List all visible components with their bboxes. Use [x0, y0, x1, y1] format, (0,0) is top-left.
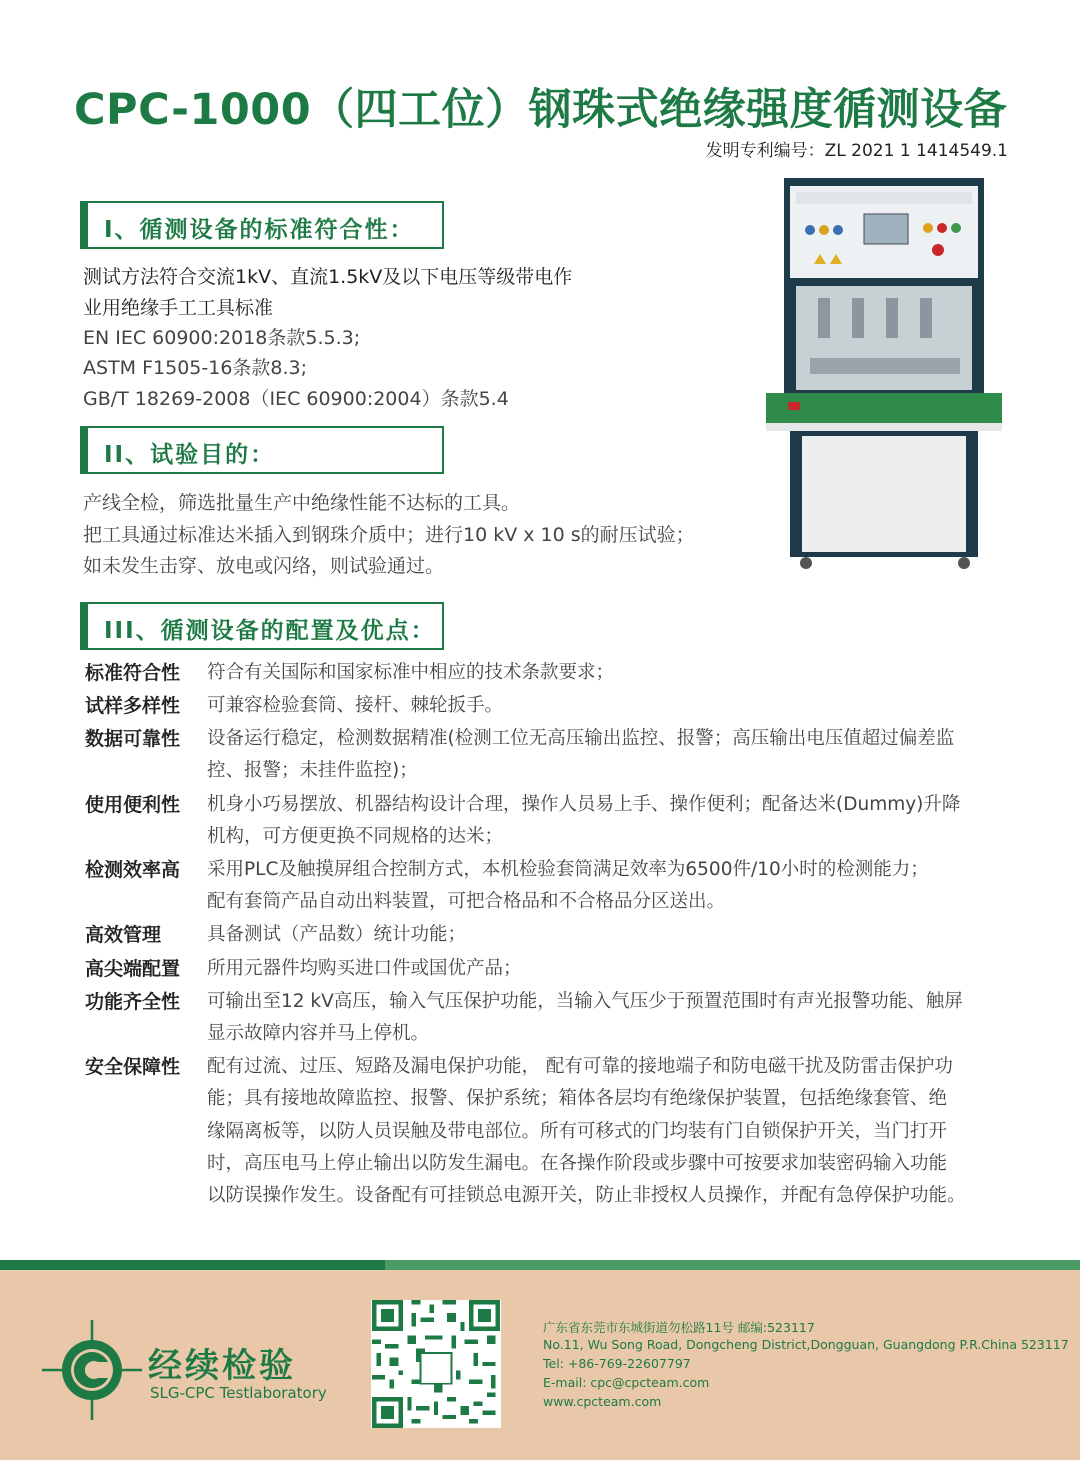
- feature-label: 高尖端配置: [85, 958, 181, 980]
- section-2-heading: [80, 426, 444, 474]
- feature-text: 机构，可方便更换不同规格的达米；: [207, 826, 504, 847]
- section-3-heading: [80, 602, 444, 650]
- qr-code: [371, 1300, 501, 1428]
- logo-chinese-name: 经续检验: [148, 1346, 296, 1386]
- patent-number: 发明专利编号：ZL 2021 1 1414549.1: [705, 141, 1008, 161]
- feature-text: 采用PLC及触摸屏组合控制方式，本机检验套筒满足效率为6500件/10小时的检测能力；: [207, 859, 929, 880]
- crosshair-logo-icon: [40, 1318, 144, 1422]
- feature-label: 使用便利性: [85, 794, 181, 816]
- feature-text: 可兼容检验套筒、接杆、棘轮扳手。: [207, 695, 504, 716]
- feature-label: 安全保障性: [85, 1056, 181, 1078]
- feature-text: 配有过流、过压、短路及漏电保护功能， 配有可靠的接地端子和防电磁干扰及防雷击保护功: [207, 1056, 953, 1077]
- machine-illustration: [766, 178, 1002, 570]
- feature-text: 具备测试（产品数）统计功能；: [207, 924, 467, 945]
- footer-band-light: [385, 1260, 1080, 1270]
- feature-text: 以防误操作发生。设备配有可挂锁总电源开关，防止非授权人员操作，并配有急停保护功能。: [207, 1185, 966, 1206]
- footer-band-dark: [0, 1260, 385, 1270]
- section-3-heading-text: III、循测设备的配置及优点：: [104, 618, 436, 644]
- contact-address-en: No.11, Wu Song Road, Dongcheng District,Dongguan, Guangdong P.R.China 523117: [543, 1337, 1069, 1352]
- contact-website: www.cpcteam.com: [543, 1394, 662, 1409]
- feature-label: 数据可靠性: [85, 728, 181, 750]
- feature-text: 符合有关国际和国家标准中相应的技术条款要求；: [207, 662, 615, 683]
- section-2-line: 如未发生击穿、放电或闪络，则试验通过。: [83, 555, 445, 577]
- contact-email: E-mail: cpc@cpcteam.com: [543, 1375, 710, 1390]
- page-title: CPC-1000（四工位）钢珠式绝缘强度循测设备: [74, 85, 1008, 135]
- contact-address-cn: 广东省东莞市东城街道勿松路11号 邮编:523117: [543, 1320, 815, 1335]
- section-2-heading-text: II、试验目的：: [104, 442, 276, 468]
- section-1-line: ASTM F1505-16条款8.3;: [83, 357, 308, 379]
- feature-text: 设备运行稳定，检测数据精准(检测工位无高压输出监控、报警；高压输出电压值超过偏差监: [207, 728, 955, 749]
- feature-text: 配有套筒产品自动出料装置，可把合格品和不合格品分区送出。: [207, 891, 726, 912]
- section-2-line: 产线全检，筛选批量生产中绝缘性能不达标的工具。: [83, 492, 521, 514]
- feature-text: 能；具有接地故障监控、报警、保护系统；箱体各层均有绝缘保护装置，包括绝缘套管、绝: [207, 1088, 948, 1109]
- section-1-heading: [80, 201, 444, 249]
- feature-label: 检测效率高: [85, 859, 181, 881]
- feature-text: 缘隔离板等，以防人员误触及带电部位。所有可移式的门均装有门自锁保护开关，当门打开: [207, 1121, 948, 1142]
- section-1-line: 业用绝缘手工工具标准: [83, 297, 274, 319]
- section-1-heading-text: I、循测设备的标准符合性：: [104, 217, 415, 243]
- feature-text: 机身小巧易摆放、机器结构设计合理，操作人员易上手、操作便利；配备达米(Dummy)升降: [207, 794, 961, 815]
- feature-text: 控、报警；未挂件监控)；: [207, 760, 418, 781]
- section-1-line: EN IEC 60900:2018条款5.5.3;: [83, 327, 361, 349]
- feature-text: 时，高压电马上停止输出以防发生漏电。在各操作阶段或步骤中可按要求加装密码输入功能: [207, 1153, 948, 1174]
- section-1-line: 测试方法符合交流1kV、直流1.5kV及以下电压等级带电作: [83, 266, 573, 288]
- section-1-line: GB/T 18269-2008（IEC 60900:2004）条款5.4: [83, 388, 509, 410]
- feature-label: 试样多样性: [85, 695, 181, 717]
- feature-text: 显示故障内容并马上停机。: [207, 1023, 430, 1044]
- logo-english-name: SLG-CPC Testlaboratory: [150, 1384, 327, 1402]
- feature-text: 可输出至12 kV高压，输入气压保护功能，当输入气压少于预置范围时有声光报警功能、触屏: [207, 991, 963, 1012]
- feature-text: 所用元器件均购买进口件或国优产品；: [207, 958, 522, 979]
- feature-label: 高效管理: [85, 924, 162, 946]
- contact-phone: Tel: +86-769-22607797: [543, 1356, 691, 1371]
- feature-label: 标准符合性: [85, 662, 181, 684]
- feature-label: 功能齐全性: [85, 991, 181, 1013]
- section-2-line: 把工具通过标准达米插入到钢珠介质中；进行10 kV x 10 s的耐压试验；: [83, 524, 695, 546]
